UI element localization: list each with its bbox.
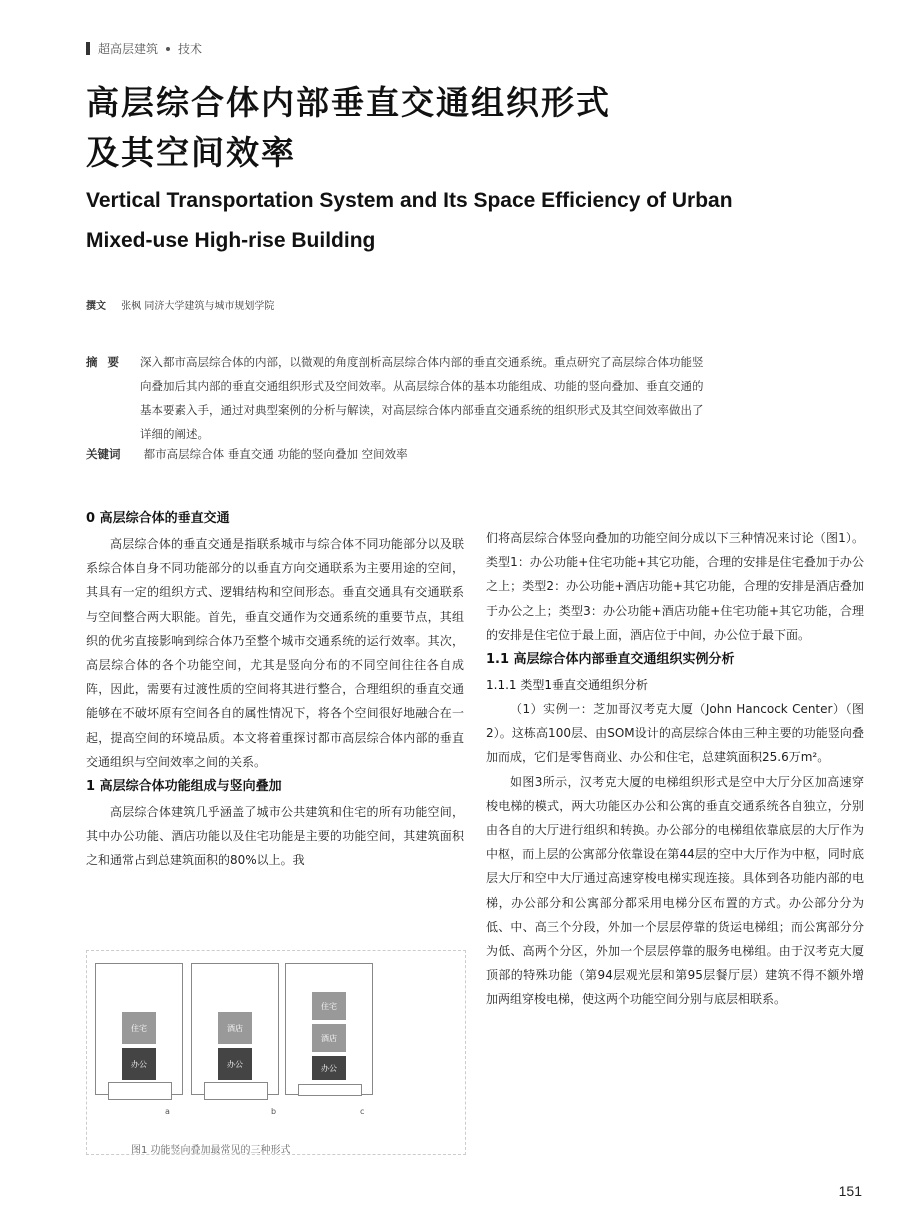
paragraph: 高层综合体的垂直交通是指联系城市与综合体不同功能部分以及联系综合体自身不同功能部分的以垂直方向交通联系为主要用途的空间，其具有一定的组织方式、逻辑结构和空间形态。垂直交通具有交通联系与空间整合两大职能。首先，垂直交通作为交通系统的重要节点，其组织的优劣直接影响到综合体乃至整个城市交通系统的运行效率。其次，高层综合体的各个功能空间，尤其是竖向分布的不同空间往往各自成阵，因此，需要有过渡性质的空间将其进行整合，合理组织的垂直交通能够在不破坏原有空间各自的属性情况下，将各个空间很好地融合在一起，提高空间的环境品质。本文将着重探讨都市高层综合体内部的垂直交通组织与空间效率之间的关系。	[86, 537, 464, 769]
keywords-text: 都市高层综合体 垂直交通 功能的竖向叠加 空间效率	[143, 447, 408, 461]
header-bar-mark	[86, 42, 90, 55]
author-label: 撰文	[86, 301, 106, 312]
title-english	[86, 181, 846, 261]
block-base	[298, 1084, 362, 1096]
title-chinese	[86, 78, 611, 178]
figure-1	[86, 950, 466, 1155]
paragraph: 如图3所示，汉考克大厦的电梯组织形式是空中大厅分区加高速穿梭电梯的模式，两大功能区办公和公寓的垂直交通系统各自独立，分别由各自的大厅进行组织和转换。办公部分的电梯组依靠底层的大厅作为中枢，而上层的公寓部分依靠设在第44层的空中大厅作为中枢，同时底层大厅和空中大厅通过高速穿梭电梯实现连接。具体到各功能内部的电梯，办公部分和公寓部分都采用电梯分区布置的方式。办公部分分为低、中、高三个分段，外加一个层层停靠的货运电梯组；而公寓部分分为低、高两个分区，外加一个层层停靠的服务电梯组。由于汉考克大厦顶部的特殊功能（第94层观光层和第95层餐厅层）建筑不得不额外增加两组穿梭电梯，使这两个功能空间分别与底层相联系。	[486, 774, 864, 1007]
block-residential: 住宅	[312, 992, 346, 1020]
figure-letter-a: a	[165, 1107, 170, 1116]
section-name: 技术	[178, 42, 203, 56]
keywords-label: 关键词	[86, 447, 121, 461]
figure-panel-a	[95, 963, 183, 1095]
block-hotel: 酒店	[218, 1012, 252, 1044]
figure-panel-b	[191, 963, 279, 1095]
author-line	[86, 297, 274, 312]
abstract	[86, 350, 706, 446]
block-base	[108, 1082, 172, 1100]
subsection-heading: 1.1 高层综合体内部垂直交通组织实例分析	[486, 652, 735, 668]
author-text: 张枫 同济大学建筑与城市规划学院	[121, 301, 275, 312]
figure-panel-c	[285, 963, 373, 1095]
title-en-line1: Vertical Transportation System and Its Space Efficiency of Urban	[86, 189, 733, 212]
paragraph: （1）实例一：芝加哥汉考克大厦（John Hancock Center）（图2）。这栋高100层、由SOM设计的高层综合体由三种主要的功能竖向叠加而成，它们是零售商业、办公和住宅，总建筑面积25.6万m²。	[486, 702, 864, 765]
abstract-label: 摘要	[86, 355, 129, 369]
right-column	[486, 526, 864, 1012]
left-column	[86, 506, 464, 873]
title-zh-line2: 及其空间效率	[86, 133, 296, 172]
block-hotel: 酒店	[312, 1024, 346, 1052]
title-en-line2: Mixed-use High-rise Building	[86, 229, 376, 252]
page-number: 151	[838, 1183, 862, 1199]
paragraph: 们将高层综合体竖向叠加的功能空间分成以下三种情况来讨论（图1）。类型1：办公功能+住宅功能+其它功能，合理的安排是住宅叠加于办公之上；类型2：办公功能+酒店功能+其它功能，合理的安排是酒店叠加于办公之上；类型3：办公功能+酒店功能+住宅功能+其它功能，合理的安排是住宅位于最上面，酒店位于中间，办公位于最下面。	[486, 531, 864, 642]
paragraph: 高层综合体建筑几乎涵盖了城市公共建筑和住宅的所有功能空间，其中办公功能、酒店功能以及住宅功能是主要的功能空间，其建筑面积之和通常占到总建筑面积的80%以上。我	[86, 805, 464, 868]
block-base	[204, 1082, 268, 1100]
running-header	[86, 40, 202, 57]
abstract-text: 深入都市高层综合体的内部，以微观的角度剖析高层综合体内部的垂直交通系统。重点研究了高层综合体功能竖向叠加后其内部的垂直交通组织形式及空间效率。从高层综合体的基本功能组成、功能的竖向叠加、垂直交通的基本要素入手，通过对典型案例的分析与解读，对高层综合体内部垂直交通系统的组织形式及其空间效率做出了详细的阐述。	[140, 355, 704, 441]
title-zh-line1: 高层综合体内部垂直交通组织形式	[86, 83, 611, 122]
separator-dot	[166, 47, 170, 51]
figure-letter-c: c	[360, 1107, 365, 1116]
journal-name: 超高层建筑	[98, 42, 159, 56]
figure-caption: 图1 功能竖向叠加最常见的三种形式	[131, 1145, 291, 1156]
block-residential: 住宅	[122, 1012, 156, 1044]
section-heading-1: 1 高层综合体功能组成与竖向叠加	[86, 779, 282, 795]
block-office: 办公	[122, 1048, 156, 1080]
subsubsection-heading: 1.1.1 类型1垂直交通组织分析	[486, 678, 648, 693]
figure-letter-b: b	[271, 1107, 277, 1116]
keywords	[86, 446, 408, 462]
block-office: 办公	[218, 1048, 252, 1080]
section-heading-0: 0 高层综合体的垂直交通	[86, 511, 230, 526]
block-office: 办公	[312, 1056, 346, 1080]
